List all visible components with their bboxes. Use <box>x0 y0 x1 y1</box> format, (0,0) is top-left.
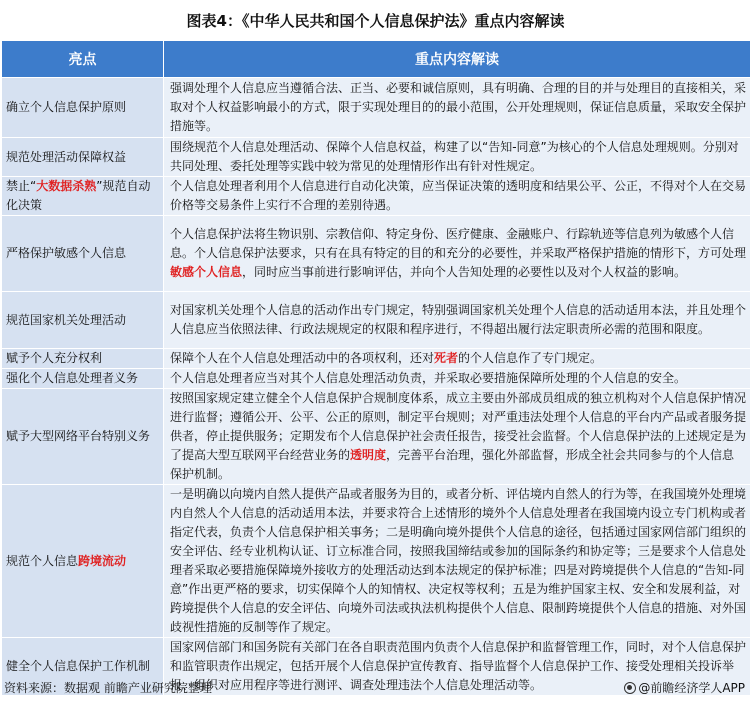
label-text: 赋予个人充分权利 <box>6 351 103 365</box>
highlighted-text: 跨境流动 <box>78 553 127 568</box>
content-text: 个人信息处理者应当对其个人信息处理活动负责，并采取必要措施保障所处理的个人信息的安全。 <box>170 371 687 385</box>
brand-label: @前瞻经济学人APP <box>638 681 745 695</box>
content-text: 国家网信部门和国务院有关部门在各自职责范围内负责个人信息保护和监督管理工作，同时，对个人信息保护和监管职责作出规定，包括开展个人信息保护宣传教育、指导监督个人信息保护工作、接受处理相关投诉举报、组织对应用程序等进行测评、调查处理违法个人信息处理活动等。 <box>170 640 747 692</box>
content-text: 一是明确以向境内自然人提供产品或者服务为目的，或者分析、评估境内自然人的行为等，在我国境外处理境内自然人个人信息的活动适用本法，并要求符合上述情形的境外个人信息处理者在我国境内设立专门机构或者指定代表，负责个人信息保护相关事务；二是明确向境外提供个人信息的途径，包括通过国家网信部门组织的安全评估、经专业机构认证、订立标准合同，按照我国缔结或参加的国际条约和协定等；三是要求个人信息处理者采取必要措施保障境外接收方的处理活动达到本法规定的保护标准；四是对跨境提供个人信息的“告知-同意”作出更严格的要求，切实保障个人的知情权、决定权等权利；五是为维护国家主权、安全和发展利益，对跨境提供个人信息的安全评估、向境外司法或执法机构提供个人信息、限制跨境提供个人信息的措施、对外国歧视性措施的反制等作了规定。 <box>170 487 747 634</box>
label-text: 严格保护敏感个人信息 <box>6 246 127 260</box>
row-label <box>2 138 164 177</box>
content-text: 个人信息处理者利用个人信息进行自动化决策，应当保证决策的透明度和结果公平、公正，不得对个人在交易价格等交易条件上实行不合理的差别待遇。 <box>170 179 747 212</box>
table-header-row <box>2 41 751 78</box>
highlighted-text: 死者 <box>434 351 459 365</box>
content-text: 的个人信息作了专门规定。 <box>458 351 603 365</box>
header-highlight: 亮点 <box>2 41 164 78</box>
content-text: 围绕规范个人信息处理活动、保障个人信息权益，构建了以“告知-同意”为核心的个人信息处理规则。分别对共同处理、委托处理等实践中较为常见的处理情形作出有针对性规定。 <box>170 140 739 173</box>
label-text: 规范国家机关处理活动 <box>6 312 127 327</box>
label-text: 规范个人信息 <box>6 553 79 568</box>
brand <box>624 679 745 696</box>
row-label <box>2 78 164 138</box>
table-row <box>2 369 751 389</box>
table-row <box>2 78 751 138</box>
row-content <box>164 369 751 389</box>
row-content <box>164 78 751 138</box>
row-label <box>2 485 164 638</box>
label-text: 健全个人信息保护工作机制 <box>6 659 151 673</box>
highlighted-text: 透明度 <box>350 448 387 462</box>
content-text: ，完善平台治理，强化外部监督，形成全社会共同参与的个人信息保护机制。 <box>170 448 735 481</box>
row-label <box>2 177 164 216</box>
table-row <box>2 485 751 638</box>
table-row <box>2 138 751 177</box>
highlighted-text: 大数据杀熟 <box>36 179 97 193</box>
content-text: 强调处理个人信息应当遵循合法、正当、必要和诚信原则，具有明确、合理的目的并与处理目的直接相关，采取对个人权益影响最小的方式，限于实现处理目的的最小范围，公开处理规则，保证信息质量，采取安全保护措施等。 <box>170 81 747 133</box>
content-text: ，同时应当事前进行影响评估，并向个人告知处理的必要性以及对个人权益的影响。 <box>242 265 687 279</box>
table-row <box>2 389 751 485</box>
row-label <box>2 349 164 369</box>
table-row <box>2 292 751 349</box>
highlighted-text: 敏感个人信息 <box>170 265 243 279</box>
row-content <box>164 138 751 177</box>
table-row <box>2 177 751 216</box>
row-content <box>164 349 751 369</box>
content-text: 按照国家规定建立健全个人信息保护合规制度体系，成立主要由外部成员组成的独立机构对个人信息保护情况进行监督；遵循公开、公平、公正的原则，制定平台规则；对严重违法处理个人信息的平台内产品或者服务提供者，停止提供服务；定期发布个人信息保护社会责任报告，接受社会监督。个人信息保护法的上述规定是为了提高大型互联网平台经营业务的 <box>170 391 747 462</box>
row-content <box>164 389 751 485</box>
label-text: 赋予大型网络平台特别义务 <box>6 429 151 443</box>
row-label <box>2 369 164 389</box>
label-text: ”规范自动化决策 <box>6 179 151 212</box>
row-label <box>2 292 164 349</box>
label-text: 禁止“ <box>6 179 37 193</box>
source-note: 资料来源：数据观 前瞻产业研究院整理 <box>4 681 212 695</box>
brand-logo-icon <box>624 682 636 694</box>
row-content <box>164 216 751 292</box>
content-text: 个人信息保护法将生物识别、宗教信仰、特定身份、医疗健康、金融账户、行踪轨迹等信息列为敏感个人信息。个人信息保护法要求，只有在具有特定的目的和充分的必要性，并采取严格保护措施的情形下，方可处理 <box>170 227 747 260</box>
row-content <box>164 177 751 216</box>
footer <box>0 676 751 698</box>
row-label <box>2 216 164 292</box>
label-text: 强化个人信息处理者义务 <box>6 371 139 385</box>
content-table <box>1 40 751 696</box>
label-text: 规范处理活动保障权益 <box>6 149 127 164</box>
content-text: 对国家机关处理个人信息的活动作出专门规定，特别强调国家机关处理个人信息的活动适用本法，并且处理个人信息应当依照法律、行政法规规定的权限和程序进行，不得超出履行法定职责所必需的范围和限度。 <box>170 303 747 336</box>
header-interpretation: 重点内容解读 <box>164 41 751 78</box>
row-content <box>164 292 751 349</box>
table-row <box>2 349 751 369</box>
content-text: 保障个人在个人信息处理活动中的各项权利，还对 <box>170 351 435 365</box>
page-title: 图表4：《中华人民共和国个人信息保护法》重点内容解读 <box>186 11 565 30</box>
row-content <box>164 485 751 638</box>
table-row <box>2 216 751 292</box>
row-label <box>2 389 164 485</box>
label-text: 确立个人信息保护原则 <box>6 100 127 114</box>
